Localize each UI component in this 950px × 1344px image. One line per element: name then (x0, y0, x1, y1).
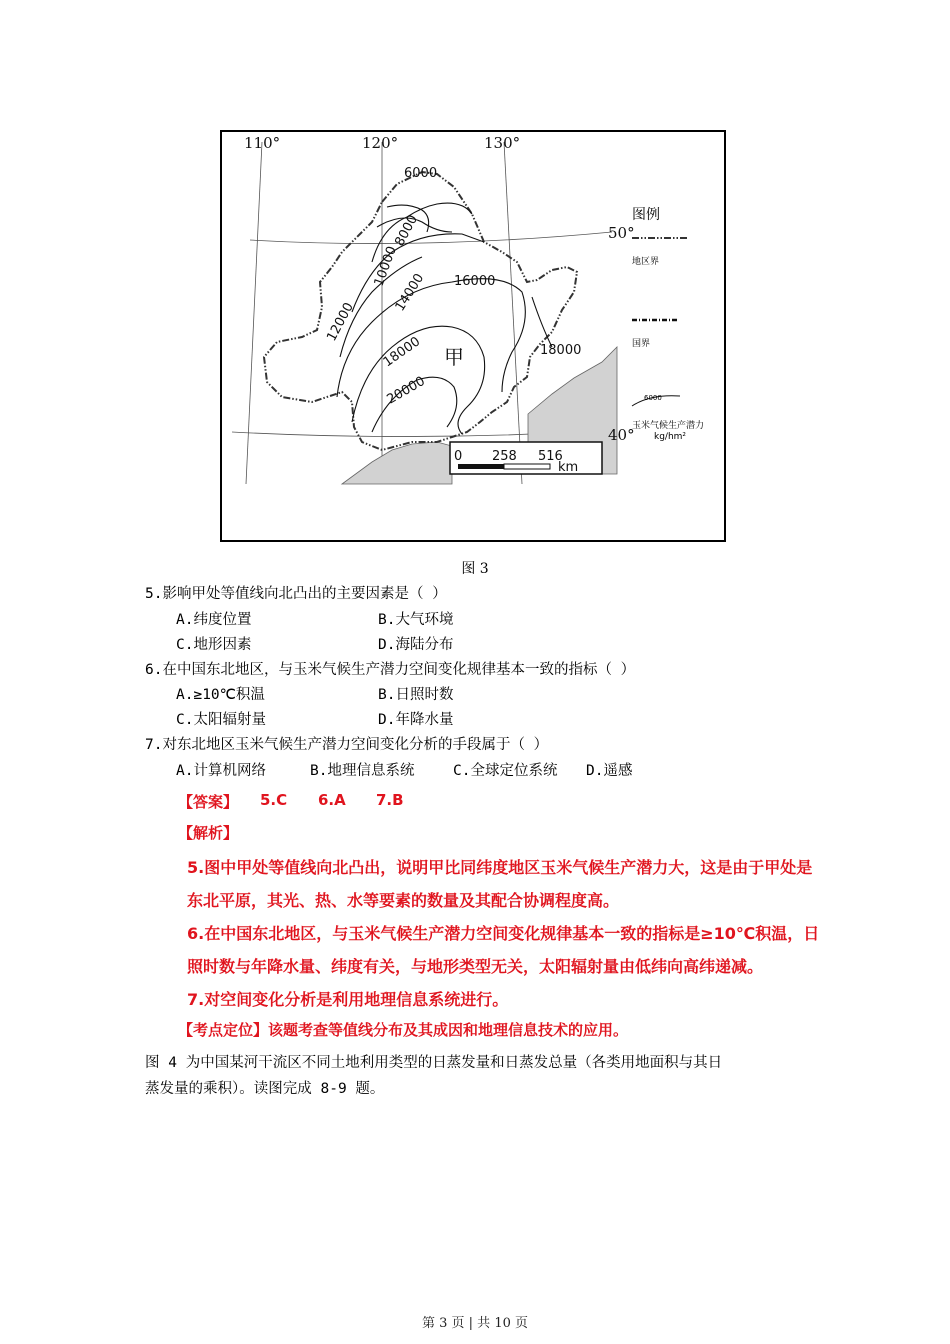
answer-label: 【答案】 (178, 793, 239, 811)
question-6-option-a: A.≥10℃积温 (176, 687, 265, 703)
legend-label-region: 地区界 (632, 257, 660, 267)
question-6-stem: 6.在中国东北地区，与玉米气候生产潜力空间变化规律基本一致的指标（ ） (145, 662, 636, 678)
scale-unit: km (558, 460, 579, 475)
contour-label-6000: 6000 (404, 166, 438, 181)
scale-0: 0 (454, 449, 463, 464)
contour-label-12000: 12000 (324, 300, 357, 344)
page-footer: 第 3 页 | 共 10 页 (422, 1316, 528, 1331)
legend-label-contour: 玉米气候生产潜力 (632, 421, 705, 431)
sea-bohai (342, 442, 452, 484)
question-5-option-a: A.纬度位置 (176, 612, 252, 628)
legend-label-national: 国界 (632, 339, 651, 349)
analysis-label: 【解析】 (178, 824, 239, 842)
analysis-point: 【考点定位】该题考查等值线分布及其成因和地理信息技术的应用。 (178, 1021, 629, 1039)
legend-title: 图例 (632, 207, 660, 223)
question-5-option-b: B.大气环境 (378, 612, 454, 628)
answer-6: 6.A (318, 791, 346, 809)
legend-contour-icon (630, 390, 690, 410)
answer-7: 7.B (376, 791, 404, 809)
contour-16000 (337, 279, 525, 397)
legend-region-boundary-icon (632, 232, 692, 244)
contour-label-8000: 8000 (392, 212, 422, 249)
contour-14000-a (352, 234, 484, 315)
contour-18000-east (532, 297, 552, 347)
intro-line-2: 蒸发量的乘积）。读图完成 8-9 题。 (145, 1081, 385, 1097)
intro-line-1: 图 4 为中国某河干流区不同土地利用类型的日蒸发量和日蒸发总量（各类用地面积与其日 (145, 1055, 723, 1071)
meridian-130 (504, 142, 522, 484)
question-5-option-d: D.海陆分布 (378, 637, 454, 653)
contour-label-14000: 14000 (392, 271, 428, 315)
question-6-option-d: D.年降水量 (378, 712, 454, 728)
analysis-line-5: 7.对空间变化分析是利用地理信息系统进行。 (187, 990, 509, 1009)
answer-5: 5.C (260, 791, 288, 809)
analysis-line-1: 5.图中甲处等值线向北凸出，说明甲比同纬度地区玉米气候生产潜力大，这是由于甲处是 (187, 858, 813, 877)
lon-label-130: 130° (484, 134, 521, 152)
legend-contour-sample: 6000 (644, 394, 662, 402)
question-7-option-b: B.地理信息系统 (310, 763, 415, 779)
lon-label-110: 110° (244, 134, 281, 152)
analysis-line-3: 6.在中国东北地区，与玉米气候生产潜力空间变化规律基本一致的指标是≥10℃积温，日 (187, 924, 820, 943)
question-6-option-b: B.日照时数 (378, 687, 454, 703)
contour-label-10000: 10000 (371, 244, 400, 289)
contour-label-16000: 16000 (454, 274, 496, 289)
legend-national-boundary-icon (632, 314, 692, 326)
analysis-line-4: 照时数与年降水量、纬度有关，与地形类型无关，太阳辐射量由低纬向高纬递减。 (187, 957, 764, 976)
parallel-50 (250, 232, 612, 244)
analysis-line-2: 东北平原，其光、热、水等要素的数量及其配合协调程度高。 (187, 891, 620, 910)
lat-label-50: 50° (608, 224, 635, 242)
region-boundary (264, 172, 577, 450)
contour-map (222, 132, 726, 542)
lon-label-120: 120° (362, 134, 399, 152)
question-7-option-c: C.全球定位系统 (453, 763, 558, 779)
scale-516: 516 (538, 449, 563, 464)
question-7-option-d: D.遥感 (586, 763, 633, 779)
scale-258: 258 (492, 449, 517, 464)
question-5-stem: 5.影响甲处等值线向北凸出的主要因素是（ ） (145, 586, 447, 602)
region-label-jia: 甲 (444, 345, 464, 369)
legend-label-unit: kg/hm² (654, 432, 687, 442)
question-7-option-a: A.计算机网络 (176, 763, 266, 779)
scale-bar (450, 442, 602, 475)
map-figure (220, 130, 726, 542)
contour-label-20000: 20000 (384, 373, 428, 408)
question-7-stem: 7.对东北地区玉米气候生产潜力空间变化分析的手段属于（ ） (145, 737, 549, 753)
figure-caption: 图 3 (461, 561, 489, 577)
question-5-option-c: C.地形因素 (176, 637, 252, 653)
contour-label-18000: 18000 (380, 334, 424, 371)
contour-label-18000-east: 18000 (540, 343, 582, 358)
lat-label-40: 40° (608, 426, 635, 444)
question-6-option-c: C.太阳辐射量 (176, 712, 266, 728)
